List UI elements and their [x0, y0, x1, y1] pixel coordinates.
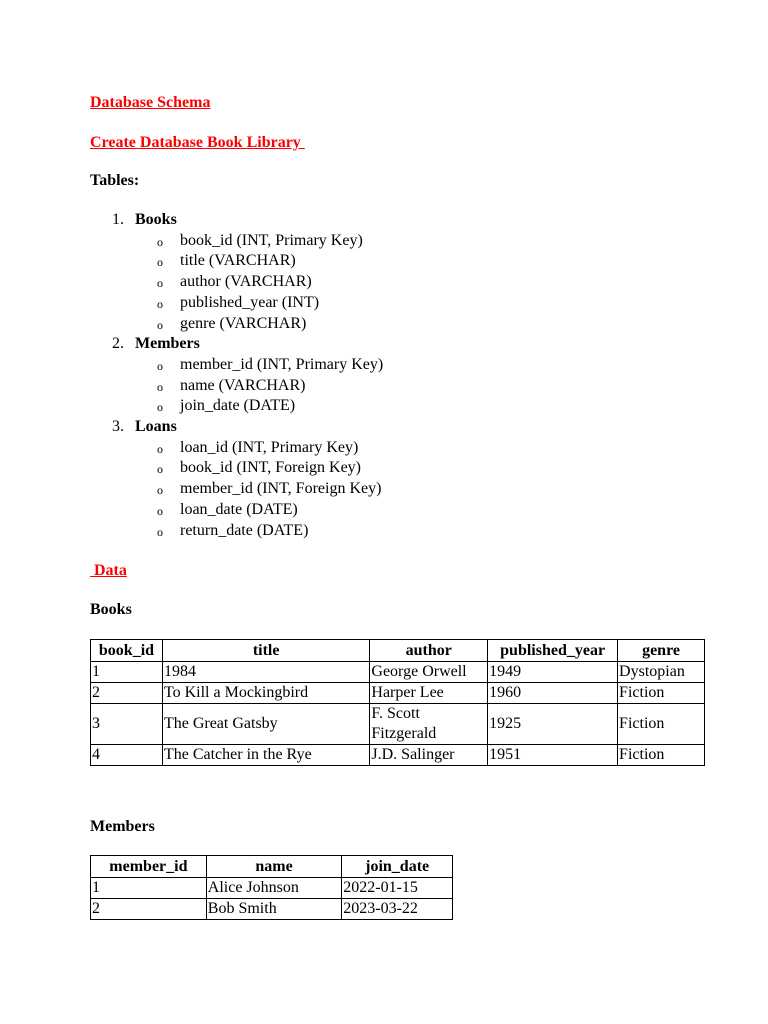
books-data-label: Books [90, 601, 132, 618]
column-header: name [206, 856, 341, 878]
column-item [157, 272, 590, 293]
list-number: 3. [112, 418, 124, 436]
column-list [90, 438, 590, 542]
column-definition: title (VARCHAR) [180, 252, 296, 270]
table-cell: Fiction [618, 704, 705, 745]
bullet-icon: o [157, 358, 163, 373]
bullet-icon: o [157, 503, 163, 518]
column-item [157, 293, 590, 314]
bullet-icon: o [157, 296, 163, 311]
table-cell: To Kill a Mockingbird [162, 683, 369, 704]
books-table [90, 639, 705, 766]
schema-table-name: Books [135, 211, 177, 228]
table-cell: 3 [91, 704, 163, 745]
table-row [91, 745, 705, 766]
table-cell: Harper Lee [370, 683, 488, 704]
table-row [91, 683, 705, 704]
column-header: published_year [488, 640, 618, 662]
schema-table-item [90, 334, 590, 417]
column-definition: author (VARCHAR) [180, 273, 312, 291]
list-number: 1. [112, 211, 124, 228]
bullet-icon: o [157, 441, 163, 456]
column-header: book_id [91, 640, 163, 662]
table-row [91, 704, 705, 745]
table-cell: 1951 [488, 745, 618, 766]
table-cell: Bob Smith [206, 899, 341, 920]
list-number: 2. [112, 335, 124, 353]
column-definition: loan_date (DATE) [180, 500, 298, 518]
schema-table-list [90, 210, 590, 541]
table-cell: The Catcher in the Rye [162, 745, 369, 766]
table-cell: Alice Johnson [206, 878, 341, 899]
column-list [90, 355, 590, 417]
table-cell: 1 [91, 878, 207, 899]
column-definition: genre (VARCHAR) [180, 314, 307, 332]
column-item [157, 438, 590, 459]
create-database-heading: Create Database Book Library [90, 134, 305, 151]
members-table [90, 855, 453, 920]
bullet-icon: o [157, 317, 163, 332]
table-cell: Fiction [618, 683, 705, 704]
column-definition: return_date (DATE) [180, 521, 309, 539]
column-list [90, 231, 590, 335]
table-cell: 1984 [162, 662, 369, 683]
column-definition: member_id (INT, Foreign Key) [180, 480, 382, 498]
schema-heading: Database Schema [90, 94, 211, 111]
column-definition: name (VARCHAR) [180, 376, 306, 394]
column-header: author [370, 640, 488, 662]
column-definition: loan_id (INT, Primary Key) [180, 438, 359, 456]
column-item [157, 231, 590, 252]
schema-table-name: Loans [135, 418, 177, 436]
column-item [157, 500, 590, 521]
table-cell: 2023-03-22 [342, 899, 453, 920]
bullet-icon: o [157, 462, 163, 477]
column-item [157, 355, 590, 376]
bullet-icon: o [157, 379, 163, 394]
schema-table-item [90, 210, 590, 334]
column-header: genre [618, 640, 705, 662]
schema-table-name: Members [135, 335, 200, 353]
table-cell: 1 [91, 662, 163, 683]
table-cell: Fiction [618, 745, 705, 766]
column-item [157, 479, 590, 500]
table-cell: Dystopian [618, 662, 705, 683]
table-cell: The Great Gatsby [162, 704, 369, 745]
column-header: title [162, 640, 369, 662]
bullet-icon: o [157, 524, 163, 539]
bullet-icon: o [157, 400, 163, 415]
table-cell: F. Scott Fitzgerald [370, 704, 488, 745]
column-header: join_date [342, 856, 453, 878]
members-data-label: Members [90, 818, 155, 835]
schema-table-item [90, 417, 590, 541]
column-item [157, 396, 590, 417]
table-cell: J.D. Salinger [370, 745, 488, 766]
bullet-icon: o [157, 255, 163, 270]
table-cell: George Orwell [370, 662, 488, 683]
column-item [157, 376, 590, 397]
column-item [157, 521, 590, 542]
column-definition: book_id (INT, Foreign Key) [180, 459, 361, 477]
table-row [91, 662, 705, 683]
table-cell: 1960 [488, 683, 618, 704]
column-definition: published_year (INT) [180, 293, 320, 311]
bullet-icon: o [157, 234, 163, 249]
bullet-icon: o [157, 276, 163, 291]
bullet-icon: o [157, 483, 163, 498]
table-cell: 1949 [488, 662, 618, 683]
column-item [157, 251, 590, 272]
table-cell: 1925 [488, 704, 618, 745]
column-definition: book_id (INT, Primary Key) [180, 231, 363, 249]
column-item [157, 314, 590, 335]
tables-label: Tables: [90, 172, 140, 189]
column-definition: join_date (DATE) [180, 397, 296, 415]
data-heading: Data [90, 562, 127, 579]
column-header: member_id [91, 856, 207, 878]
column-definition: member_id (INT, Primary Key) [180, 355, 384, 373]
table-cell: 2022-01-15 [342, 878, 453, 899]
table-row [91, 878, 453, 899]
table-row [91, 899, 453, 920]
table-cell: 2 [91, 683, 163, 704]
table-cell: 4 [91, 745, 163, 766]
table-cell: 2 [91, 899, 207, 920]
column-item [157, 458, 590, 479]
